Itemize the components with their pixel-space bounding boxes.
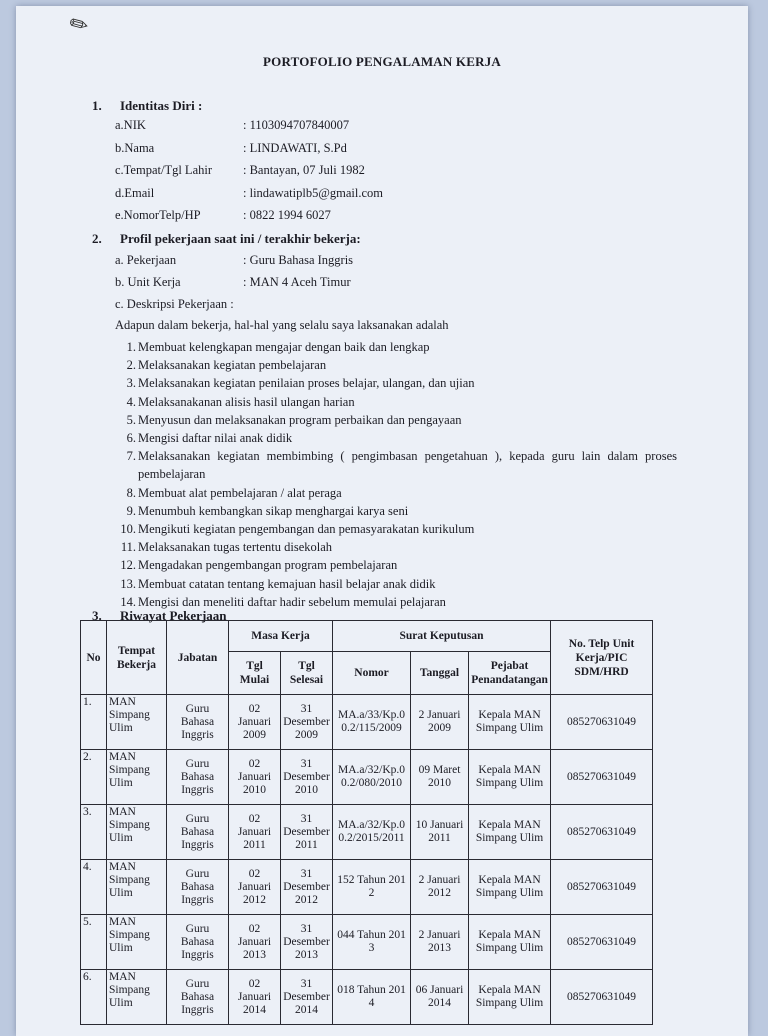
- cell-tanggal: 09 Maret 2010: [411, 750, 469, 805]
- cell-jabatan: Guru Bahasa Inggris: [167, 860, 229, 915]
- cell-nomor: 018 Tahun 2014: [333, 970, 411, 1025]
- task-list: [112, 338, 677, 611]
- task-item: [112, 538, 677, 556]
- field-value: : LINDAWATI, S.Pd: [243, 140, 347, 155]
- cell-jabatan: Guru Bahasa Inggris: [167, 750, 229, 805]
- cell-tanggal: 10 Januari 2011: [411, 805, 469, 860]
- table-row: [81, 805, 653, 860]
- cell-tempat: MAN Simpang Ulim: [107, 970, 167, 1025]
- cell-no: 2.: [81, 750, 107, 805]
- cell-tempat: MAN Simpang Ulim: [107, 695, 167, 750]
- header-jabatan: Jabatan: [167, 621, 229, 695]
- field-label: c.Tempat/Tgl Lahir: [115, 163, 213, 177]
- task-item: [112, 556, 677, 574]
- cell-tempat: MAN Simpang Ulim: [107, 805, 167, 860]
- task-number: 7 .: [112, 447, 138, 465]
- field-label: b.Nama: [115, 140, 155, 155]
- cell-tanggal: 2 Januari 2012: [411, 860, 469, 915]
- task-item: [112, 520, 677, 538]
- cell-jabatan: Guru Bahasa Inggris: [167, 915, 229, 970]
- header-tanggal: Tanggal: [411, 652, 469, 695]
- section-identitas: [92, 98, 202, 114]
- cell-nomor: MA.a/32/Kp.00.2/2015/2011: [333, 805, 411, 860]
- cell-tanggal: 2 Januari 2009: [411, 695, 469, 750]
- task-text: Membuat catatan tentang kemajuan hasil belajar anak didik: [138, 576, 436, 591]
- task-item: [112, 484, 677, 502]
- cell-tempat: MAN Simpang Ulim: [107, 750, 167, 805]
- task-number: 3 .: [112, 374, 138, 392]
- cell-no: 6.: [81, 970, 107, 1025]
- task-number: 6 .: [112, 429, 138, 447]
- task-number: 11 .: [112, 538, 138, 556]
- task-item: [112, 447, 677, 483]
- cell-tgl-mulai: 02 Januari 2013: [229, 915, 281, 970]
- cell-pejabat: Kepala MAN Simpang Ulim: [469, 915, 551, 970]
- cell-nomor: MA.a/33/Kp.00.2/115/2009: [333, 695, 411, 750]
- section-number: 2.: [92, 231, 102, 246]
- header-no: No: [81, 621, 107, 695]
- cell-tgl-selesai: 31 Desember 2011: [281, 805, 333, 860]
- document-title: PORTOFOLIO PENGALAMAN KERJA: [263, 54, 501, 69]
- table-row: [81, 860, 653, 915]
- task-number: 1 .: [112, 338, 138, 356]
- task-text: Melaksanakan kegiatan pembelajaran: [138, 358, 327, 373]
- section-profil: [92, 231, 361, 247]
- table-row: [81, 915, 653, 970]
- task-item: [112, 575, 677, 593]
- cell-telp: 085270631049: [551, 695, 653, 750]
- cell-jabatan: Guru Bahasa Inggris: [167, 695, 229, 750]
- field-label: a.NIK: [115, 118, 146, 132]
- header-tempat: Tempat Bekerja: [107, 621, 167, 695]
- section-heading: Profil pekerjaan saat ini / terakhir bekerja:: [120, 231, 361, 246]
- task-number: 5 .: [112, 411, 138, 429]
- task-item: [112, 502, 677, 520]
- task-number: 8 .: [112, 484, 138, 502]
- task-text: Melaksanakanan alisis hasil ulangan harian: [138, 394, 355, 409]
- task-item: [112, 356, 677, 374]
- task-item: [112, 429, 677, 447]
- task-intro: Adapun dalam bekerja, hal-hal yang selalu saya laksanakan adalah: [115, 318, 449, 332]
- cell-nomor: 044 Tahun 2013: [333, 915, 411, 970]
- field-value: : 1103094707840007: [243, 118, 350, 132]
- cell-tempat: MAN Simpang Ulim: [107, 915, 167, 970]
- cell-jabatan: Guru Bahasa Inggris: [167, 805, 229, 860]
- cell-tgl-mulai: 02 Januari 2012: [229, 860, 281, 915]
- field-label: d.Email: [115, 185, 155, 200]
- task-text: Melaksanakan kegiatan penilaian proses belajar, ulangan, dan ujian: [138, 376, 475, 391]
- cell-tgl-selesai: 31 Desember 2010: [281, 750, 333, 805]
- task-number: 4 .: [112, 393, 138, 411]
- cell-no: 3.: [81, 805, 107, 860]
- cell-no: 4.: [81, 860, 107, 915]
- cell-tgl-mulai: 02 Januari 2010: [229, 750, 281, 805]
- task-text: Membuat kelengkapan mengajar dengan baik dan lengkap: [138, 340, 430, 354]
- task-number: 2 .: [112, 356, 138, 374]
- header-nomor: Nomor: [333, 652, 411, 695]
- task-text: Menumbuh kembangkan sikap menghargai karya seni: [138, 503, 409, 518]
- cell-telp: 085270631049: [551, 860, 653, 915]
- header-tgl-selesai: Tgl Selesai: [281, 652, 333, 695]
- section-number: 1.: [92, 98, 102, 113]
- task-text: Melaksanakan kegiatan membimbing ( pengimbasan pengetahuan ), kepada guru lain dalam proses pembelajaran: [138, 449, 677, 482]
- task-number: 14 .: [112, 593, 138, 611]
- cell-tempat: MAN Simpang Ulim: [107, 860, 167, 915]
- task-number: 10 .: [112, 520, 138, 538]
- task-number: 9 .: [112, 502, 138, 520]
- cell-nomor: MA.a/32/Kp.00.2/080/2010: [333, 750, 411, 805]
- field-label: a. Pekerjaan: [115, 253, 177, 267]
- task-text: Mengadakan pengembangan program pembelajaran: [138, 558, 398, 573]
- cell-no: 1.: [81, 695, 107, 750]
- cell-telp: 085270631049: [551, 970, 653, 1025]
- task-text: Mengisi dan meneliti daftar hadir sebelum memulai pelajaran: [138, 594, 446, 609]
- task-text: Membuat alat pembelajaran / alat peraga: [138, 485, 342, 500]
- cell-tgl-selesai: 31 Desember 2014: [281, 970, 333, 1025]
- cell-nomor: 152 Tahun 2012: [333, 860, 411, 915]
- cell-pejabat: Kepala MAN Simpang Ulim: [469, 695, 551, 750]
- section-heading: Riwayat Pekerjaan: [120, 608, 227, 623]
- header-surat-keputusan: Surat Keputusan: [333, 621, 551, 652]
- task-item: [112, 411, 677, 429]
- scan-mark-icon: ✎: [64, 9, 94, 41]
- cell-pejabat: Kepala MAN Simpang Ulim: [469, 860, 551, 915]
- task-text: Mengikuti kegiatan pengembangan dan pemasyarakatan kurikulum: [138, 522, 475, 537]
- header-masa-kerja: Masa Kerja: [229, 621, 333, 652]
- section-number: 3.: [92, 608, 102, 623]
- field-label: b. Unit Kerja: [115, 275, 181, 289]
- table-row: [81, 970, 653, 1025]
- cell-tgl-selesai: 31 Desember 2012: [281, 860, 333, 915]
- cell-tgl-mulai: 02 Januari 2014: [229, 970, 281, 1025]
- cell-no: 5.: [81, 915, 107, 970]
- task-item: [112, 338, 677, 356]
- task-number: 12 .: [112, 556, 138, 574]
- field-value: : 0822 1994 6027: [243, 208, 331, 222]
- cell-tanggal: 2 Januari 2013: [411, 915, 469, 970]
- cell-tgl-selesai: 31 Desember 2009: [281, 695, 333, 750]
- cell-tgl-mulai: 02 Januari 2009: [229, 695, 281, 750]
- task-text: Menyusun dan melaksanakan program perbaikan dan pengayaan: [138, 412, 462, 427]
- cell-telp: 085270631049: [551, 805, 653, 860]
- cell-tgl-mulai: 02 Januari 2011: [229, 805, 281, 860]
- field-value: : MAN 4 Aceh Timur: [243, 275, 351, 289]
- task-text: Mengisi daftar nilai anak didik: [138, 431, 293, 446]
- section-heading: Identitas Diri :: [120, 98, 203, 113]
- cell-telp: 085270631049: [551, 915, 653, 970]
- cell-jabatan: Guru Bahasa Inggris: [167, 970, 229, 1025]
- table-row: [81, 750, 653, 805]
- task-item: [112, 393, 677, 411]
- table-row: [81, 695, 653, 750]
- cell-pejabat: Kepala MAN Simpang Ulim: [469, 805, 551, 860]
- field-value: : Guru Bahasa Inggris: [243, 253, 354, 267]
- field-label: e.NomorTelp/HP: [115, 208, 201, 222]
- riwayat-table: [80, 620, 653, 1025]
- field-value: : lindawatiplb5@gmail.com: [243, 185, 383, 200]
- cell-tanggal: 06 Januari 2014: [411, 970, 469, 1025]
- cell-pejabat: Kepala MAN Simpang Ulim: [469, 750, 551, 805]
- header-pejabat: Pejabat Penandatangan: [469, 652, 551, 695]
- task-item: [112, 374, 677, 392]
- field-value: : Bantayan, 07 Juli 1982: [243, 163, 365, 177]
- cell-pejabat: Kepala MAN Simpang Ulim: [469, 970, 551, 1025]
- header-telp: No. Telp Unit Kerja/PIC SDM/HRD: [551, 621, 653, 695]
- cell-telp: 085270631049: [551, 750, 653, 805]
- cell-tgl-selesai: 31 Desember 2013: [281, 915, 333, 970]
- header-tgl-mulai: Tgl Mulai: [229, 652, 281, 695]
- field-label: c. Deskripsi Pekerjaan :: [115, 297, 234, 311]
- task-text: Melaksanakan tugas tertentu disekolah: [138, 540, 333, 555]
- task-number: 13 .: [112, 575, 138, 593]
